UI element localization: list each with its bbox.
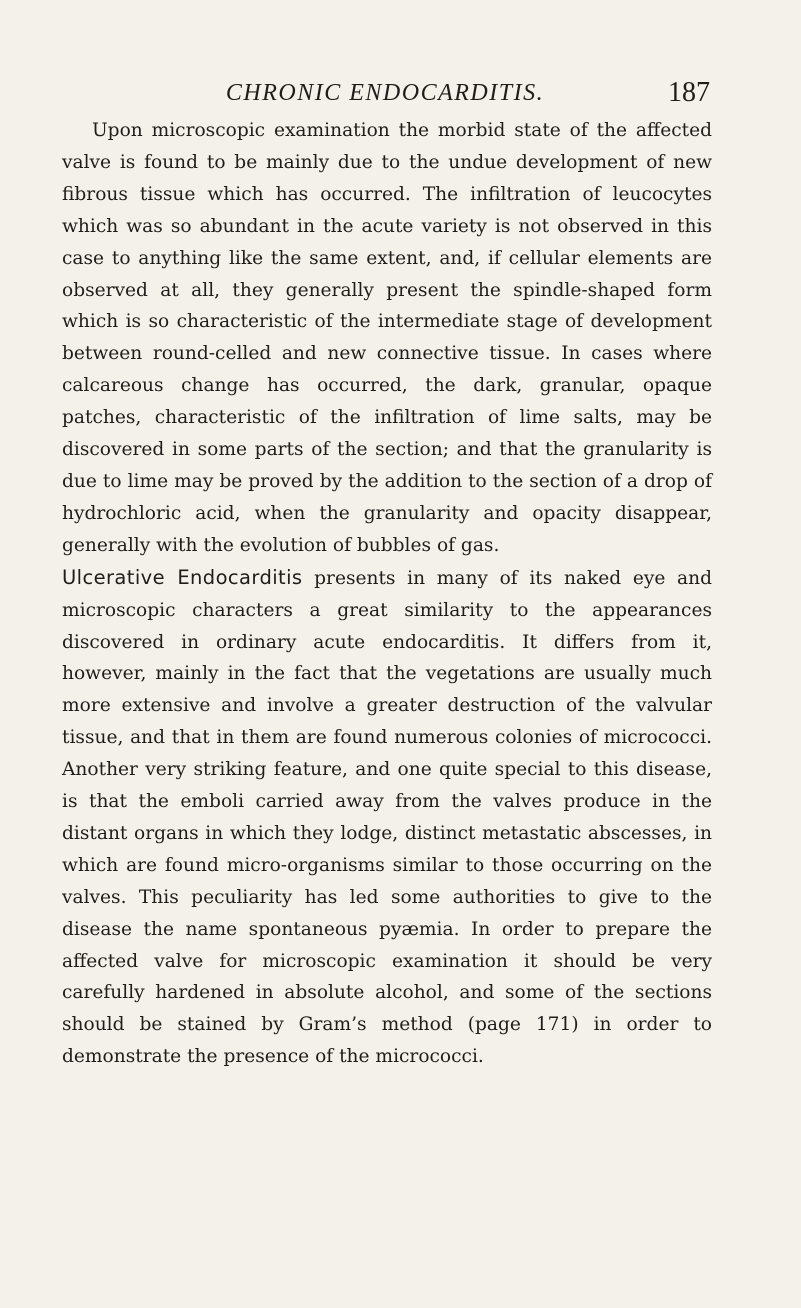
running-head [60, 76, 710, 110]
paragraph-text: Upon microscopic examination the morbid state of the affected valve is found to be mainly due to the undue development of new fibrous tissue which has occurred. The infiltration of leucocytes which was so abundant in the acute variety is not observed in this case to anything like the same extent, and, if cellular elements are observed at all, they generally present the spindle-shaped form which is so characteristic of the intermediate stage of development between round-celled and new connective tissue. In cases where calcareous change has occurred, the dark, granular, opaque patches, characteristic of the infiltration of lime salts, may be discovered in some parts of the section; and that the granularity is due to lime may be proved by the addition to the section of a drop of hydrochloric acid, when the granularity and opacity disappear, generally with the evolution of bubbles of gas. [62, 120, 712, 556]
page-number: 187 [668, 77, 710, 108]
section-heading: Ulcerative Endocarditis [62, 565, 303, 589]
paragraph-ulcerative-endocarditis [62, 562, 712, 1074]
paragraph-microscopic-examination [62, 115, 712, 562]
running-title: CHRONIC ENDOCARDITIS. [225, 80, 545, 106]
paragraph-text: presents in many of its naked eye and microscopic characters a great similarity to the appearances discovered in ordinary acute endocarditis. It differs from it, however, mainly in the fact that the vegetations are usually much more extensive and involve a greater destruction of the valvular tissue, and that in them are found numerous colonies of micrococci. Another very striking feature, and one quite special to this disease, is that the emboli carried away from the valves produce in the distant organs in which they lodge, distinct metastatic abscesses, in which are found micro-organisms similar to those occurring on the valves. This peculiarity has led some authorities to give to the disease the name spontaneous pyæmia. In order to prepare the affected valve for microscopic examination it should be very carefully hardened in absolute alcohol, and some of the sections should be stained by Gram’s method (page 171) in order to demonstrate the presence of the micrococci. [62, 567, 712, 1068]
body-text [62, 115, 712, 1073]
